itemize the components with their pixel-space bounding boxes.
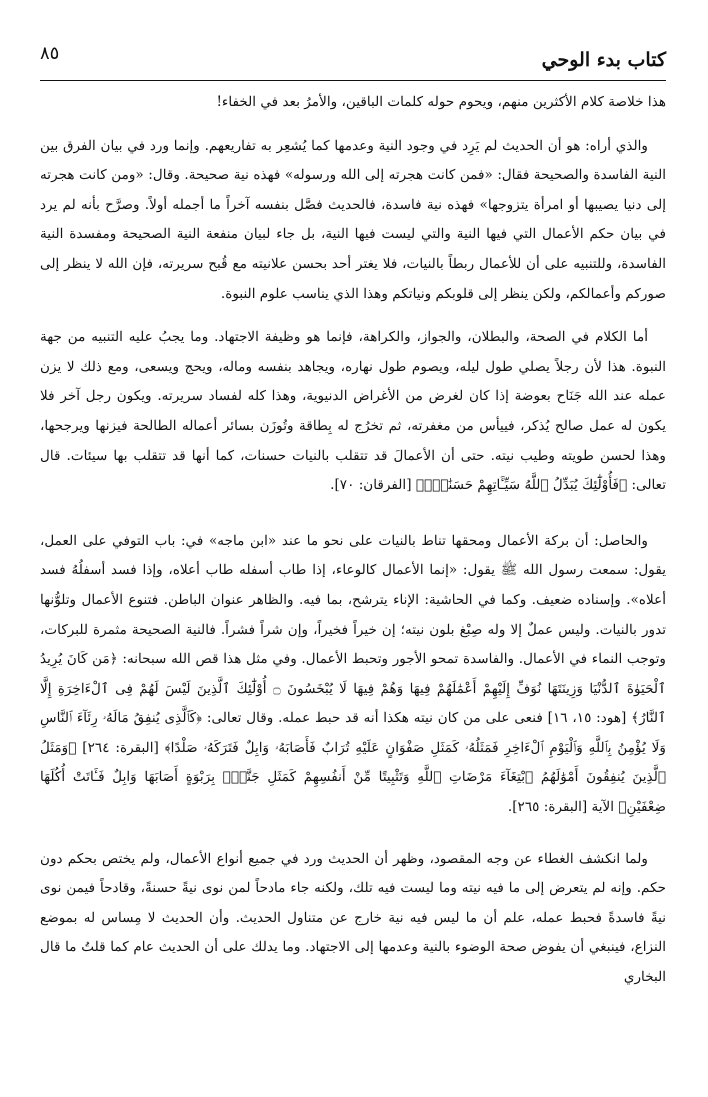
paragraph: هذا خلاصة كلام الأكثرين منهم، ويحوم حوله كلمات الباقين، والأمرُ بعد في الخفاء! bbox=[216, 94, 666, 110]
paragraph: أما الكلام في الصحة، والبطلان، والجواز، والكراهة، فإنما هو وظيفة الاجتهاد. وما يجبُ عليه التنبيه من جهة النبوة. هذا لأن رجلاً يصلي طول ليله، ويصوم طول نهاره، ويجاهد بنفسه وماله، ويحج ويسعى، ومع ذلك لا يزن عمله عند الله جَنَاح بعوضة إذا كان لغرض من الأغراض الدنيوية، وهذا كله لفساد سريرته. ويكون رجل آخر فلا يكون له عمل صالح يُذكر، فييأس من مغفرته، ثم تخرُج له بِطاقة وتُوزَن بسائر أعماله الطالحة فيزنها ويرجحها، وهذا لحسن طويته وطيب نيته. حتى أن الأعمالَ قد تتقلب بالنيات حسنات، كما أنها قد تتقلب بها سيئات. قال تعالى: ﴿فَأُوْلَٰٓئِكَ يُبَدِّلُ ٱللَّهُ سَيِّـَٔاتِهِمْ حَسَنَٰتٍۗ﴾ [الفرقان: ٧٠]. bbox=[40, 329, 666, 494]
paragraph: والذي أراه: هو أن الحديث لم يَرِد في وجود النية وعدمها كما يُشعِر به تفاريعهم. وإنما ورد في بيان الفرق بين النية الفاسدة والصحيحة فقال: «فمن كانت هجرته إلى الله ورسوله» فهذه نية صحيحة. وقال: «ومن كانت هجرته إلى دنيا يصيبها أو امرأة يتزوجها» فهذه نية فاسدة، فالحديث فصَّل بنفسه آخراً ما أجمله أولاً. وصرَّح بأنه لم يرد في بيان حكم الأعمال التي فيها النية والتي ليست فيها النية، بل جاء لبيان منفعة النية الصحيحة ومفسدة النية الفاسدة، وللتنبيه على أن للأعمال ربطاً بالنيات، فلا يغتر أحد بحسن علانيته مع قُبح سريرته، فإن الله لا ينظر إلى صوركم وأعمالكم، ولكن ينظر إلى قلوبكم ونياتكم وهذا الذي يناسب علوم النبوة. bbox=[40, 137, 666, 302]
page-number: ٨٥ bbox=[40, 43, 60, 64]
page-header bbox=[40, 38, 666, 81]
running-title: كتاب بدء الوحي bbox=[541, 49, 666, 71]
body-text bbox=[40, 88, 666, 1007]
paragraph: ولما انكشف الغطاء عن وجه المقصود، وظهر أن الحديث ورد في جميع أنواع الأعمال، ولم يختص بحكم دون حكم. وإنه لم يتعرض إلى ما فيه نيته وما ليست فيه تلك، ولكنه جاء مادحاً لمن نوى نيةً حسنةً، وقادحاً فيمن نوى نيةً فاسدةً فحبط عمله، علم أن ما ليس فيه نية خارج عن متناول الحديث. وأن الحديث لا مِساس له بموضع النزاع، فينبغي أن يفوض صحة الوضوء بالنية وعدمها إلى الاجتهاد. وما يدلك على أن الحديث عام كما قلتُ ما قال البخاري bbox=[40, 850, 666, 986]
paragraph: والحاصل: أن بركة الأعمال ومحقها تناط بالنيات على نحو ما عند «ابن ماجه» في: باب التوفي على العمل، يقول: سمعت رسول الله ﷺ يقول: «إنما الأعمال كالوعاء، إذا طاب أسفله طاب أعلاه، وإذا فسد أسفلُهُ فسد أعلاه». وإسناده ضعيف. وكما في الحاشية: الإناء يترشح، بما فيه. والظاهر عنوان الباطن. فتنوع الأعمال وتلوُّنها تدور بالنيات. وليس عملٌ إلا وله صِبْغ بلون نيته؛ إن خيراً فخيراً، وإن شراً فشراً. فالنية الصحيحة مثمرة للبركات، وتوجب النماء في الأعمال. والفاسدة تمحو الأجور وتحبط الأعمال. وفي مثل هذا قص الله سبحانه: ﴿مَن كَانَ يُرِيدُ ٱلْحَيَوٰةَ ٱلدُّنْيَا وَزِينَتَهَا نُوَفِّ إِلَيْهِمْ أَعْمَٰلَهُمْ فِيهَا وَهُمْ فِيهَا لَا يُبْخَسُونَ ۝ أُوْلَٰٓئِكَ ٱلَّذِينَ لَيْسَ لَهُمْ فِى ٱلْءَاخِرَةِ إِلَّا ٱلنَّارُ﴾ [هود: ١٥، ١٦] فنعى على من كان نيته هكذا أنه قد حبط عمله. وقال تعالى: ﴿كَٱلَّذِى يُنفِقُ مَالَهُۥ رِئَآءَ ٱلنَّاسِ وَلَا يُؤْمِنُ بِٱللَّهِ وَٱلْيَوْمِ ٱلْءَاخِرِ فَمَثَلُهُۥ كَمَثَلِ صَفْوَانٍ عَلَيْهِ تُرَابٌ فَأَصَابَهُۥ وَابِلٌ فَتَرَكَهُۥ صَلْدًا﴾ [البقرة: ٢٦٤] ﴿وَمَثَلُ ٱلَّذِينَ يُنفِقُونَ أَمْوَٰلَهُمُ ٱبْتِغَآءَ مَرْضَاتِ ٱللَّهِ وَتَثْبِيتًا مِّنْ أَنفُسِهِمْ كَمَثَلِ جَنَّةٍۭ بِرَبْوَةٍ أَصَابَهَا وَابِلٌ فَـَٔاتَتْ أُكُلَهَا ضِعْفَيْنِ﴾ الآية [البقرة: ٢٦٥]. bbox=[40, 532, 666, 816]
